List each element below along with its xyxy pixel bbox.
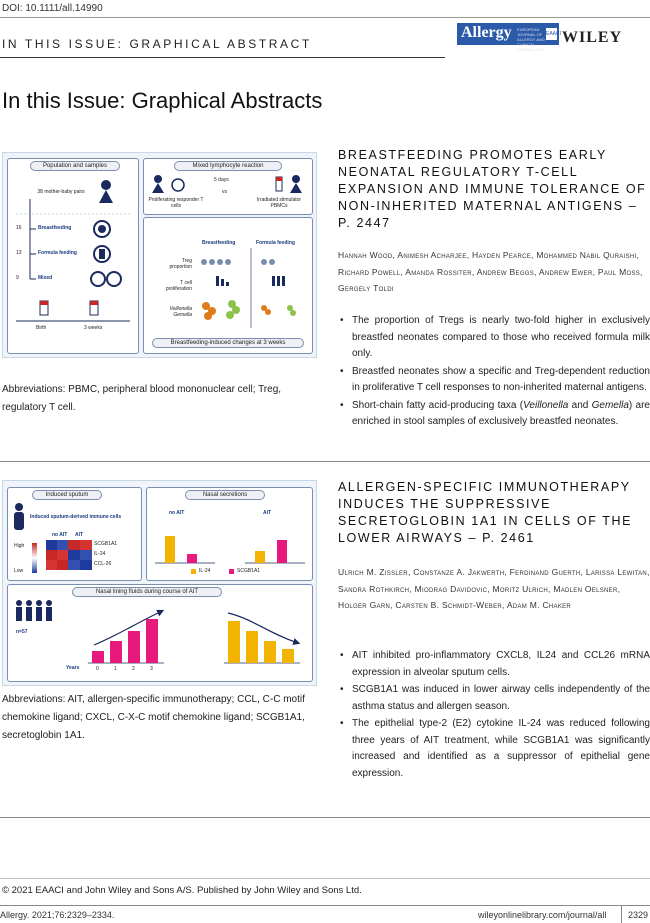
- col-breastfeeding: Breastfeeding: [202, 240, 236, 246]
- responder-label: Proliferating responder T cells: [148, 197, 204, 209]
- nasal-no-ait: no AIT: [169, 510, 185, 516]
- col-formula: Formula feeding: [256, 240, 295, 246]
- article-1-bullets: [338, 313, 650, 432]
- row-prolif: T cell proliferation: [165, 280, 192, 292]
- journal-logo-subtitle: EUROPEAN JOURNAL OF ALLERGY AND CLINICAL IMMUNOLOGY: [517, 27, 545, 52]
- people-icons: [14, 599, 58, 623]
- population-panel: [7, 158, 139, 354]
- year-2: 2: [132, 666, 135, 672]
- legend-il24: IL-24: [199, 568, 211, 574]
- results-graphics: [196, 248, 308, 328]
- sputum-panel: [7, 487, 142, 581]
- footer-rule: [0, 878, 650, 879]
- days-label: 5 days: [214, 177, 229, 183]
- group-label-2: Formula feeding: [38, 250, 77, 256]
- taxon-gemella: Gemella: [591, 399, 629, 411]
- abbreviations-1: Abbreviations: PBMC, peripheral blood mononuclear cell; Treg, regulatory T cell.: [2, 384, 282, 413]
- bar-year-2-il24: [264, 641, 276, 663]
- section-label: IN THIS ISSUE: GRAPHICAL ABSTRACT: [2, 37, 312, 51]
- nasal-title: Nasal secretions: [185, 490, 265, 500]
- bar-ait-scgb: [277, 540, 287, 563]
- heatmap: [46, 540, 92, 570]
- article-2-authors: Ulrich M. Zissler, Constanze A. Jakwerth, Ferdinand Guerth, Larissa Lewitan, Sandra Rothkirch, Miodrag Davidovic, Moritz Ulrich, Madlen Oelsner, Holger Garn, Carsten B. Schmidt-Weber, Adam M. Chaker: [338, 567, 650, 610]
- results-panel: [143, 217, 313, 354]
- article-1-title[interactable]: BREASTFEEDING PROMOTES EARLY NEONATAL REGULATORY T-CELL EXPANSION AND IMMUNE TOLERANCE OF NON-INHERITED MATERNAL ANTIGENS – P. 2447: [338, 148, 647, 230]
- gene-scgb1a1: SCGB1A1: [94, 541, 118, 547]
- eaaci-badge: EAACI: [546, 28, 557, 40]
- course-title: Nasal lining fluids during course of AIT: [72, 587, 222, 597]
- course-chart: [88, 605, 308, 665]
- n-label: n=57: [16, 629, 28, 635]
- gene-ccl26: CCL-26: [94, 561, 112, 567]
- low-label: Low: [14, 568, 24, 574]
- group-label-1: Breastfeeding: [38, 225, 72, 231]
- article-1-bullet-1: • The proportion of Tregs is nearly two-fold higher in exclusively breastfed neonates compared to those who received formula milk only.: [338, 313, 650, 363]
- sample-tubes: [38, 299, 118, 319]
- feeding-icons: [88, 219, 138, 289]
- graphical-abstract-2: [2, 480, 317, 686]
- bullet-3-post: ) are enriched in stool samples of exclusively breastfed neonates.: [352, 399, 650, 427]
- group-n-1: 16: [16, 225, 22, 231]
- page-title: In this Issue: Graphical Abstracts: [2, 88, 323, 113]
- nasal-panel: [146, 487, 313, 581]
- bar-year-2-scgb: [128, 631, 140, 663]
- gene-il24: IL-24: [94, 551, 106, 557]
- article-1-bullet-2: • Breastfed neonates show a specific and Treg-dependent reduction in proliferative T cell responses to non-inherited maternal antigens.: [338, 364, 650, 397]
- bar-year-0-il24: [228, 621, 240, 663]
- pairs-label: 38 mother-baby pairs: [37, 189, 85, 195]
- heatmap-title: Induced sputum-derived immune cells: [30, 514, 122, 520]
- lung-figure-icon: [12, 502, 26, 532]
- vs-label: vs: [222, 189, 227, 195]
- mlr-panel: [143, 158, 313, 215]
- year-1: 1: [114, 666, 117, 672]
- page-divider: [621, 906, 622, 923]
- article-2-bullets: [338, 648, 650, 783]
- legend-scgb: SCGB1A1: [237, 568, 261, 574]
- footer-rule-2: [0, 905, 650, 906]
- course-panel: [7, 584, 313, 682]
- abbreviations-2: Abbreviations: AIT, allergen-specific immunotherapy; CCL, C-C motif chemokine ligand; CXCL, C-X-C motif chemokine ligand; SCGB1A1, secretoglobin 1A1.: [2, 694, 305, 741]
- allergy-journal-logo[interactable]: [457, 23, 562, 52]
- doi[interactable]: DOI: 10.1111/all.14990: [2, 3, 103, 14]
- bullet-3-mid: and: [568, 399, 592, 411]
- article-1-bullet-3: [338, 398, 650, 431]
- group-label-3: Mixed: [38, 275, 53, 281]
- group-n-2: 13: [16, 250, 22, 256]
- journal-logo-text: Allergy: [461, 24, 512, 41]
- graphical-abstract-1: [2, 152, 317, 358]
- bar-year-3-il24: [282, 649, 294, 663]
- year-0: 0: [96, 666, 99, 672]
- citation: Allergy. 2021;76:2329–2334.: [0, 910, 115, 920]
- bar-ait-il24: [255, 551, 265, 563]
- birth-label: Birth: [36, 325, 47, 331]
- row-treg: Treg proportion: [169, 258, 192, 270]
- taxon-veillonella: Veillonella: [523, 399, 569, 411]
- weeks-label: 3 weeks: [84, 325, 103, 331]
- row-taxa: Veillonella Gemella: [169, 306, 192, 318]
- bar-year-0-scgb: [92, 651, 104, 663]
- ait-label: AIT: [75, 532, 84, 538]
- wiley-logo[interactable]: WILEY: [562, 29, 623, 46]
- no-ait-label: no AIT: [52, 532, 68, 538]
- group-n-3: 9: [16, 275, 19, 281]
- journal-url[interactable]: wileyonlinelibrary.com/journal/all: [478, 910, 607, 920]
- high-label: High: [14, 543, 25, 549]
- article-separator: [0, 461, 650, 462]
- article-2-bullet-1: • AIT inhibited pro-inflammatory CXCL8, IL24 and CCL26 mRNA expression in alveolar sputum cells.: [338, 648, 650, 681]
- nasal-ait: AIT: [263, 510, 272, 516]
- heatmap-scale: [32, 543, 37, 573]
- bullet-3-pre: Short-chain fatty acid-producing taxa (: [352, 399, 524, 411]
- legend-il24-swatch: [191, 569, 196, 574]
- bar-year-1-il24: [246, 631, 258, 663]
- stimulator-label: Irradiated stimulator PBMCs: [256, 197, 302, 209]
- population-title: Population and samples: [30, 161, 120, 171]
- sputum-title: Induced sputum: [32, 490, 102, 500]
- bar-year-1-scgb: [110, 641, 122, 663]
- mlr-title: Mixed lymphocyte reaction: [174, 161, 282, 171]
- years-label: Years: [66, 665, 80, 671]
- nasal-bar-chart: [155, 518, 305, 568]
- bar-noait-scgb: [187, 554, 197, 563]
- bar-year-3-scgb: [146, 619, 158, 663]
- article-1-authors: Hannah Wood, Animesh Acharjee, Hayden Pearce, Mohammed Nabil Quraishi, Richard Powell, Amanda Rossiter, Andrew Beggs, Andrew Ewer, Paul Moss, Gergely Toldi: [338, 250, 643, 293]
- top-rule: [0, 17, 650, 18]
- article-2-bullet-3: • The epithelial type-2 (E2) cytokine IL-24 was reduced following three years of AIT treatment, while SCGB1A1 was significantly increased and identified as a suppressor of epithelial gene expression.: [338, 716, 650, 782]
- end-separator: [0, 817, 650, 818]
- section-rule: [0, 57, 445, 58]
- page-number: 2329: [628, 910, 649, 920]
- legend-scgb-swatch: [229, 569, 234, 574]
- year-3: 3: [150, 666, 153, 672]
- copyright: © 2021 EAACI and John Wiley and Sons A/S. Published by John Wiley and Sons Ltd.: [2, 885, 362, 896]
- article-2-title[interactable]: ALLERGEN-SPECIFIC IMMUNOTHERAPY INDUCES THE SUPPRESSIVE SECRETOGLOBIN 1A1 IN CELLS OF THE LOWER AIRWAYS – P. 2461: [338, 480, 633, 545]
- bar-noait-il24: [165, 536, 175, 563]
- article-2-bullet-2: • SCGB1A1 was induced in lower airway cells independently of the asthma status and allergen season.: [338, 682, 650, 715]
- results-footer: Breastfeeding-induced changes at 3 weeks: [152, 338, 304, 348]
